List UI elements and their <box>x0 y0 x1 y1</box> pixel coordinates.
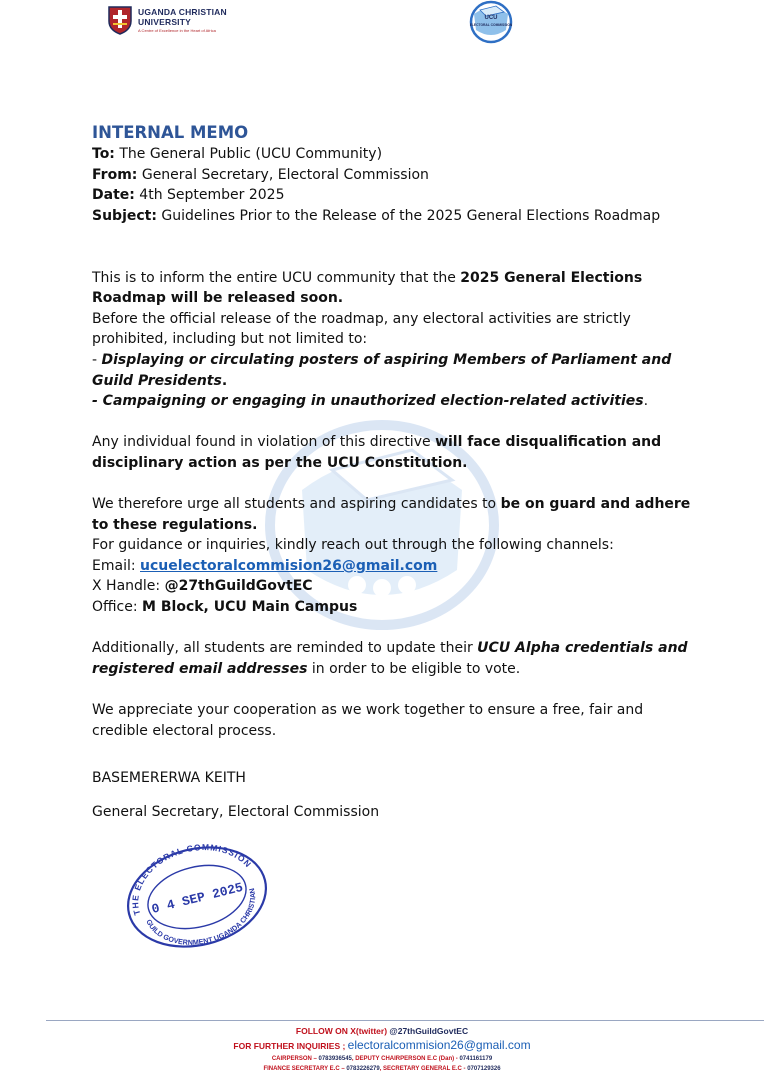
urge-text: We therefore urge all students and aspiring candidates to <box>92 496 501 513</box>
chair-phone: 0783936545 <box>318 1056 352 1062</box>
violation-bold: will face disqualification and disciplinary action as per the UCU Constitution. <box>92 434 662 471</box>
inquiries-email[interactable]: electoralcommision26@gmail.com <box>347 1038 531 1052</box>
signatory-name: BASEMERERWA KEITH <box>92 770 246 786</box>
footer-inquiries <box>0 1038 764 1054</box>
bullet2-end: . <box>643 393 649 410</box>
date-label: Date: <box>92 187 135 204</box>
credentials-bold: UCU Alpha credentials and registered email addresses <box>92 640 688 677</box>
x-handle-label: X Handle: <box>92 578 165 595</box>
secgen-label: , SECRETARY GENERAL E.C - <box>379 1066 468 1072</box>
bullet1-end: . <box>221 372 228 389</box>
memo-from-line <box>92 165 692 186</box>
email-line <box>92 556 692 577</box>
to-value: The General Public (UCU Community) <box>114 146 383 162</box>
office-value: M Block, UCU Main Campus <box>142 599 358 616</box>
inquiries-label: FOR FURTHER INQUIRIES ; <box>233 1041 348 1051</box>
bullet1-text: Displaying or circulating posters of aspiring Members of Parliament and Guild Presidents <box>92 351 672 389</box>
footer-contacts-1 <box>0 1054 764 1064</box>
memo-title: INTERNAL MEMO <box>92 123 249 142</box>
deputy-phone: 0741161179 <box>459 1056 493 1062</box>
credentials-post: in order to be eligible to vote. <box>307 660 521 677</box>
footer-follow <box>0 1025 764 1038</box>
subject-value: Guidelines Prior to the Release of the 2025 General Elections Roadmap <box>156 207 661 224</box>
ec-logo-text-top: UCU <box>484 15 498 21</box>
secgen-phone: 0707129326 <box>467 1066 501 1072</box>
intro-paragraph <box>92 268 692 309</box>
guidance-paragraph: For guidance or inquiries, kindly reach out through the following channels: <box>92 537 614 554</box>
from-value: General Secretary, Electoral Commission <box>137 166 429 183</box>
memo-to-line <box>92 144 692 165</box>
university-name-line2: UNIVERSITY <box>138 17 192 27</box>
prohibition-item-1 <box>92 350 692 391</box>
prohibition-item-2 <box>92 391 692 412</box>
university-motto: A Centre of Excellence in the Heart of Africa <box>138 28 216 33</box>
credentials-text: Additionally, all students are reminded to update their <box>92 640 478 657</box>
deputy-label: , DEPUTY CHAIRPERSON E.C (Dan) - <box>351 1056 460 1062</box>
chair-label: CAIRPERSON – <box>271 1056 319 1062</box>
bullet2-text: - Campaigning or engaging in unauthorized election-related activities <box>92 393 644 410</box>
electoral-commission-logo <box>466 0 516 48</box>
intro-bold: 2025 General Elections Roadmap will be released soon. <box>92 269 643 307</box>
footer <box>0 1024 764 1074</box>
memo-date-line <box>92 185 692 206</box>
bullet-dash: - <box>92 351 102 368</box>
official-stamp <box>122 842 272 956</box>
urge-paragraph <box>92 494 692 535</box>
finance-phone: 0783226279 <box>346 1066 380 1072</box>
from-label: From: <box>92 166 138 183</box>
email-link[interactable]: ucuelectoralcommision26@gmail.com <box>140 557 438 574</box>
intro-text: This is to inform the entire UCU community that the <box>92 269 461 286</box>
closing-paragraph: We appreciate your cooperation as we work together to ensure a free, fair and credible electoral process. <box>92 702 644 739</box>
office-label: Office: <box>92 599 143 616</box>
to-label: To: <box>92 146 115 162</box>
stamp-bottom-text: GUILD GOVERNMENT UGANDA CHRISTIAN <box>144 887 258 947</box>
x-handle-line <box>92 576 692 597</box>
memo-body <box>92 123 692 741</box>
ucu-crest-icon <box>107 5 133 35</box>
finance-label: FINANCE SECRETARY E.C – <box>263 1066 347 1072</box>
x-handle-value: @27thGuildGovtEC <box>164 578 313 595</box>
footer-contacts-2 <box>0 1064 764 1074</box>
urge-bold: be on guard and adhere to these regulations. <box>92 496 691 533</box>
stamp-top-text: THE ELECTORAL COMMISSION <box>130 842 254 917</box>
ec-logo-text-bottom: ELECTORAL COMMISSION <box>469 23 513 27</box>
email-label: Email: <box>92 557 141 574</box>
credentials-paragraph <box>92 638 692 679</box>
follow-handle[interactable]: @27thGuildGovtEC <box>389 1026 469 1036</box>
office-line <box>92 597 692 618</box>
subject-label: Subject: <box>92 207 157 224</box>
violation-paragraph <box>92 432 692 473</box>
signatory-role: General Secretary, Electoral Commission <box>92 804 380 820</box>
follow-label: FOLLOW ON X(twitter) <box>295 1026 390 1036</box>
university-name-line1: UGANDA CHRISTIAN <box>138 7 227 17</box>
prohibition-paragraph: Before the official release of the roadmap, any electoral activities are strictly prohibited, including but not limited to: <box>92 310 631 348</box>
violation-text: Any individual found in violation of this directive <box>92 434 436 451</box>
ucu-logo <box>107 5 227 35</box>
footer-divider <box>46 1020 764 1021</box>
stamp-date: 0 4 SEP 2025 <box>150 879 245 918</box>
date-value: 4th September 2025 <box>134 187 285 204</box>
memo-subject-line <box>92 206 692 227</box>
